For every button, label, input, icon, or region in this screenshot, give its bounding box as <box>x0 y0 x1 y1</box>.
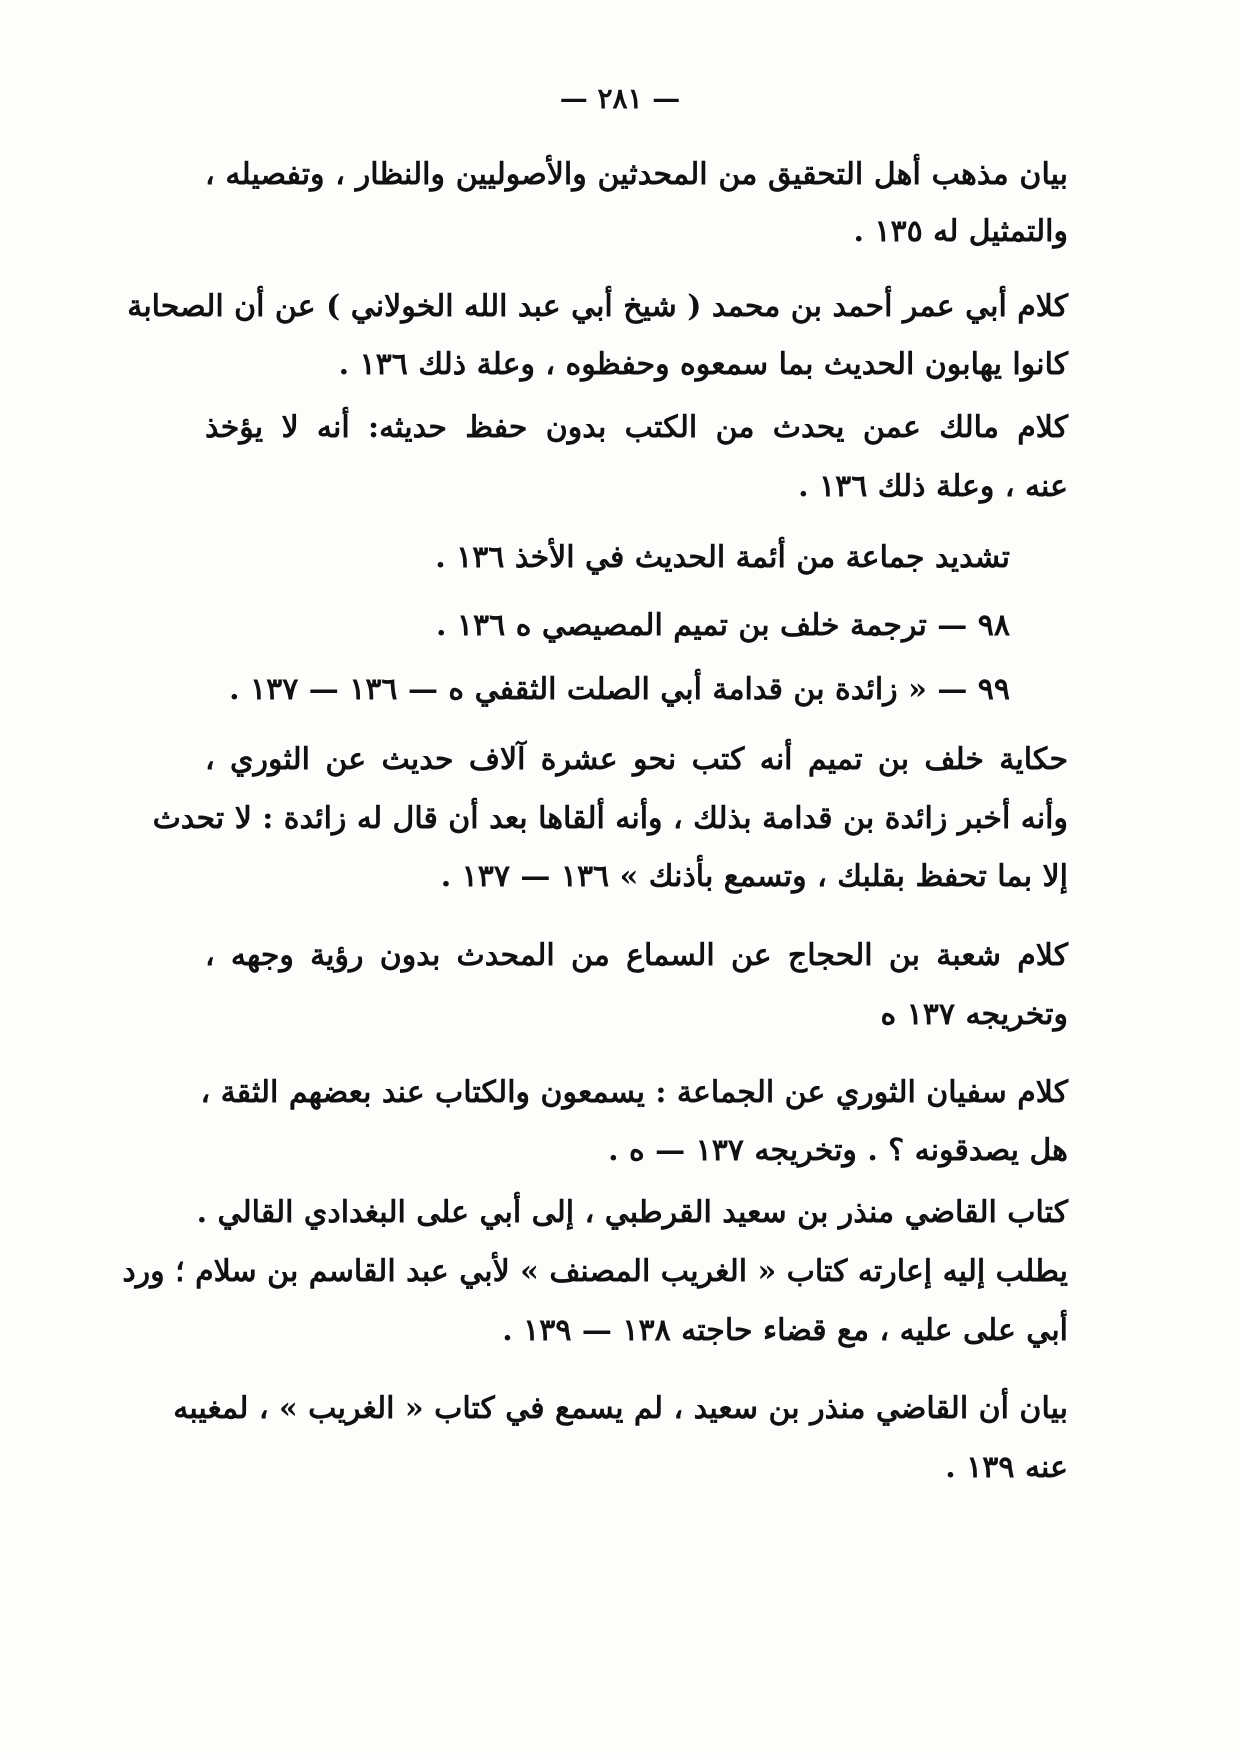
entry-line: يطلب إليه إعارته كتاب « الغريب المصنف » لأبي عبد القاسم بن سلام ؛ ورد <box>122 1254 1068 1289</box>
entry-line: عنه ١٣٩ . <box>945 1450 1068 1485</box>
entry-line: تشديد جماعة من أئمة الحديث في الأخذ ١٣٦ . <box>435 540 1010 575</box>
entry-line: كانوا يهابون الحديث بما سمعوه وحفظوه ، وعلة ذلك ١٣٦ . <box>338 347 1068 382</box>
page-number: — ٢٨١ — <box>559 82 681 115</box>
entry-line: وتخريجه ١٣٧ ه <box>880 997 1068 1032</box>
entry-line: إلا بما تحفظ بقلبك ، وتسمع بأذنك » ١٣٦ — ١٣٧ . <box>440 859 1068 894</box>
entry-line: كلام شعبة بن الحجاج عن السماع من المحدث بدون رؤية وجهه ، <box>205 938 1068 973</box>
entry-line: ٩٨ — ترجمة خلف بن تميم المصيصي ه ١٣٦ . <box>436 608 1010 643</box>
entry-line: أبي على عليه ، مع قضاء حاجته ١٣٨ — ١٣٩ . <box>502 1313 1068 1348</box>
entry-line: هل يصدقونه ؟ . وتخريجه ١٣٧ — ه . <box>608 1133 1068 1168</box>
entry-line: ٩٩ — « زائدة بن قدامة أبي الصلت الثقفي ه — ١٣٦ — ١٣٧ . <box>229 672 1010 707</box>
entry-line: كلام مالك عمن يحدث من الكتب بدون حفظ حديثه: أنه لا يؤخذ <box>205 410 1068 445</box>
entry-line: وأنه أخبر زائدة بن قدامة بذلك ، وأنه ألقاها بعد أن قال له زائدة : لا تحدث <box>152 801 1068 836</box>
entry-line: بيان أن القاضي منذر بن سعيد ، لم يسمع في كتاب « الغريب » ، لمغيبه <box>173 1391 1068 1426</box>
entry-line: كلام سفيان الثوري عن الجماعة : يسمعون والكتاب عند بعضهم الثقة ، <box>200 1075 1068 1110</box>
entry-line: والتمثيل له ١٣٥ . <box>853 214 1068 249</box>
entry-line: بيان مذهب أهل التحقيق من المحدثين والأصوليين والنظار ، وتفصيله ، <box>205 157 1068 192</box>
entry-line: حكاية خلف بن تميم أنه كتب نحو عشرة آلاف حديث عن الثوري ، <box>205 742 1068 777</box>
entry-line: كتاب القاضي منذر بن سعيد القرطبي ، إلى أبي على البغدادي القالي . <box>196 1195 1068 1230</box>
entry-line: كلام أبي عمر أحمد بن محمد ( شيخ أبي عبد الله الخولاني ) عن أن الصحابة <box>127 289 1068 324</box>
entry-line: عنه ، وعلة ذلك ١٣٦ . <box>798 469 1068 504</box>
